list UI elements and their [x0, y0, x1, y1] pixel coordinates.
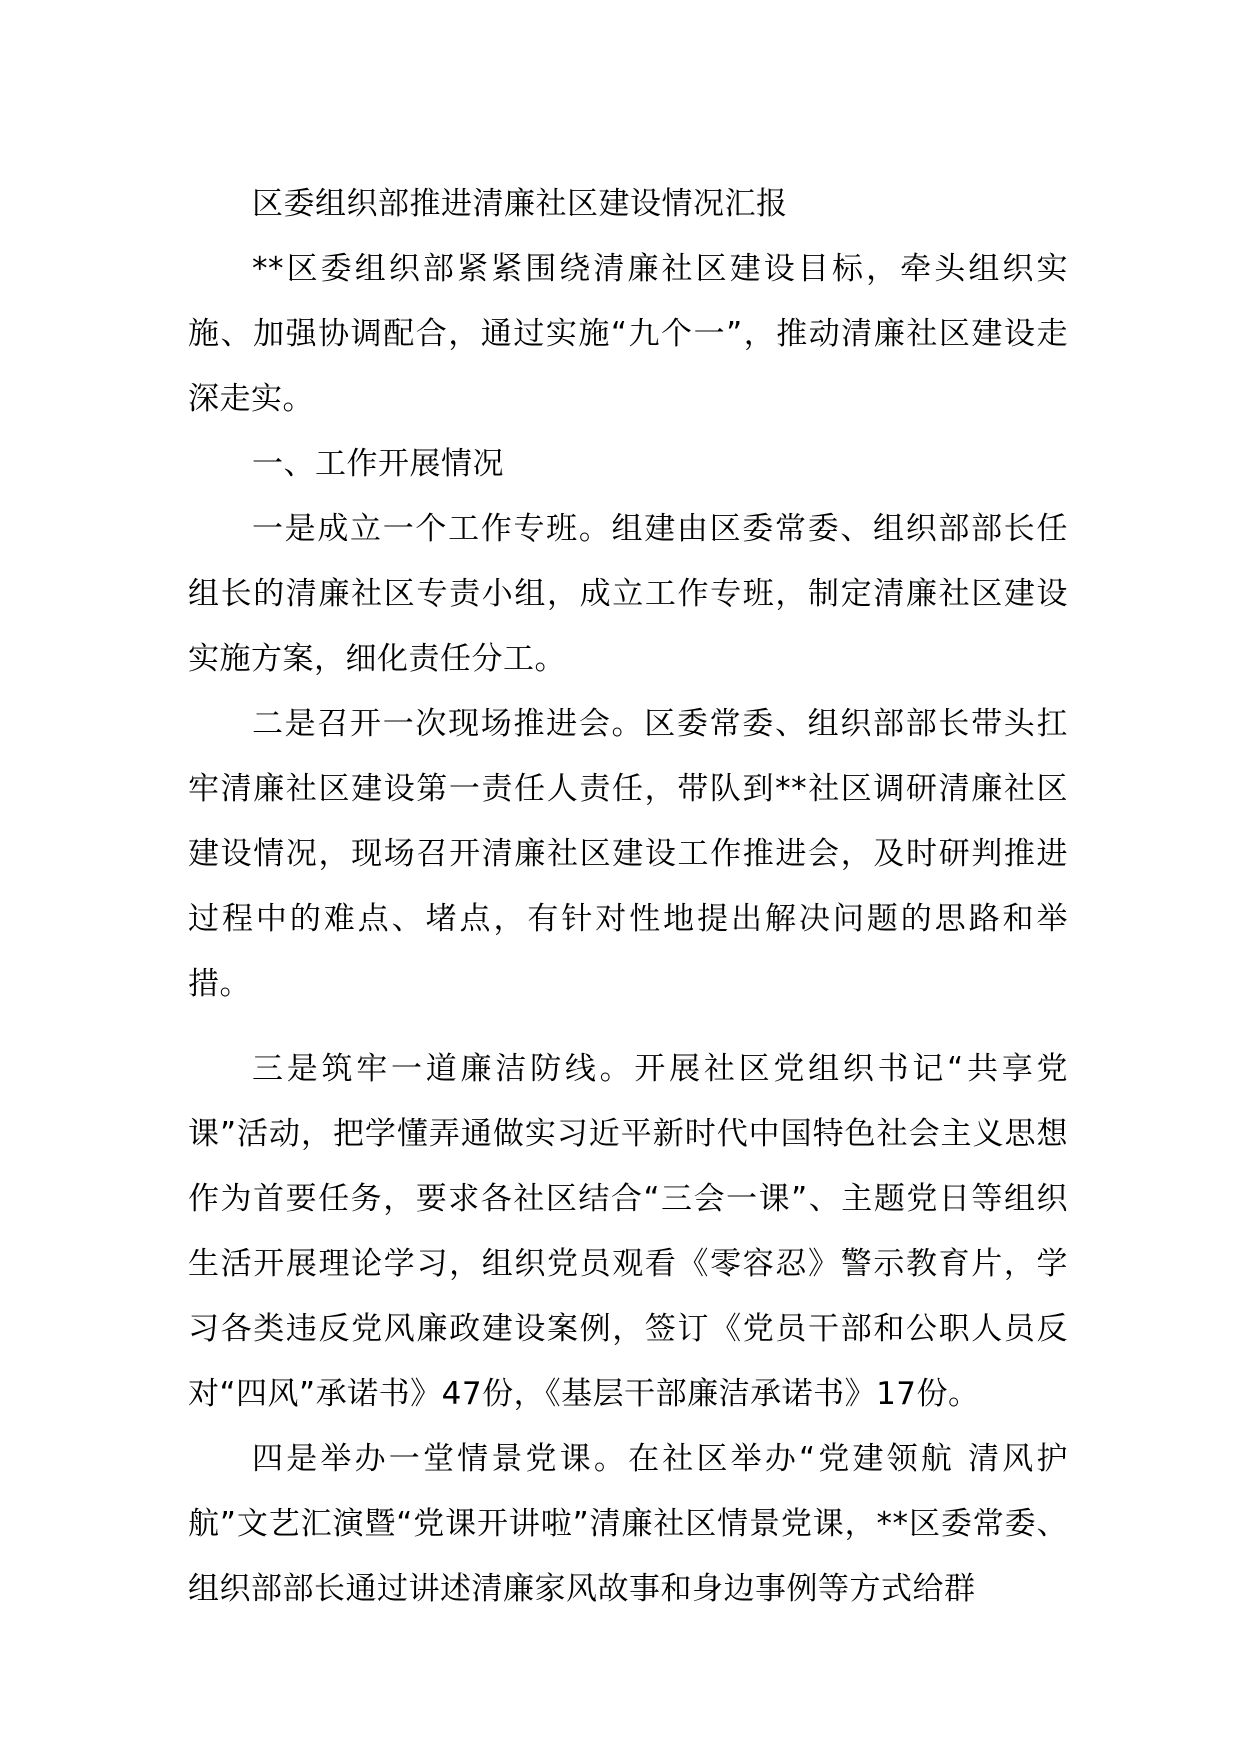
intro-paragraph: **区委组织部紧紧围绕清廉社区建设目标，牵头组织实施、加强协调配合，通过实施“九个一”，推动清廉社区建设走深走实。: [188, 251, 1068, 417]
section-heading: 一、工作开展情况: [252, 446, 504, 482]
paragraph-1: 一是成立一个工作专班。组建由区委常委、组织部部长任组长的清廉社区专责小组，成立工作专班，制定清廉社区建设实施方案，细化责任分工。: [188, 511, 1068, 677]
paragraph-2: 二是召开一次现场推进会。区委常委、组织部部长带头扛牢清廉社区建设第一责任人责任，带队到**社区调研清廉社区建设情况，现场召开清廉社区建设工作推进会，及时研判推进过程中的难点、堵点，有针对性地提出解决问题的思路和举措。: [188, 706, 1068, 1002]
paragraph-gap: [188, 1017, 1068, 1037]
paragraph-4: 四是举办一堂情景党课。在社区举办“党建领航 清风护航”文艺汇演暨“党课开讲啦”清廉社区情景党课，**区委常委、组织部部长通过讲述清廉家风故事和身边事例等方式给群: [188, 1441, 1068, 1607]
document-page: [188, 172, 1068, 1622]
paragraph-3: 三是筑牢一道廉洁防线。开展社区党组织书记“共享党课”活动，把学懂弄通做实习近平新时代中国特色社会主义思想作为首要任务，要求各社区结合“三会一课”、主题党日等组织生活开展理论学习，组织党员观看《零容忍》警示教育片，学习各类违反党风廉政建设案例，签订《党员干部和公职人员反对“四风”承诺书》47份，《基层干部廉洁承诺书》17份。: [188, 1051, 1068, 1412]
document-title: 区委组织部推进清廉社区建设情况汇报: [252, 186, 788, 222]
